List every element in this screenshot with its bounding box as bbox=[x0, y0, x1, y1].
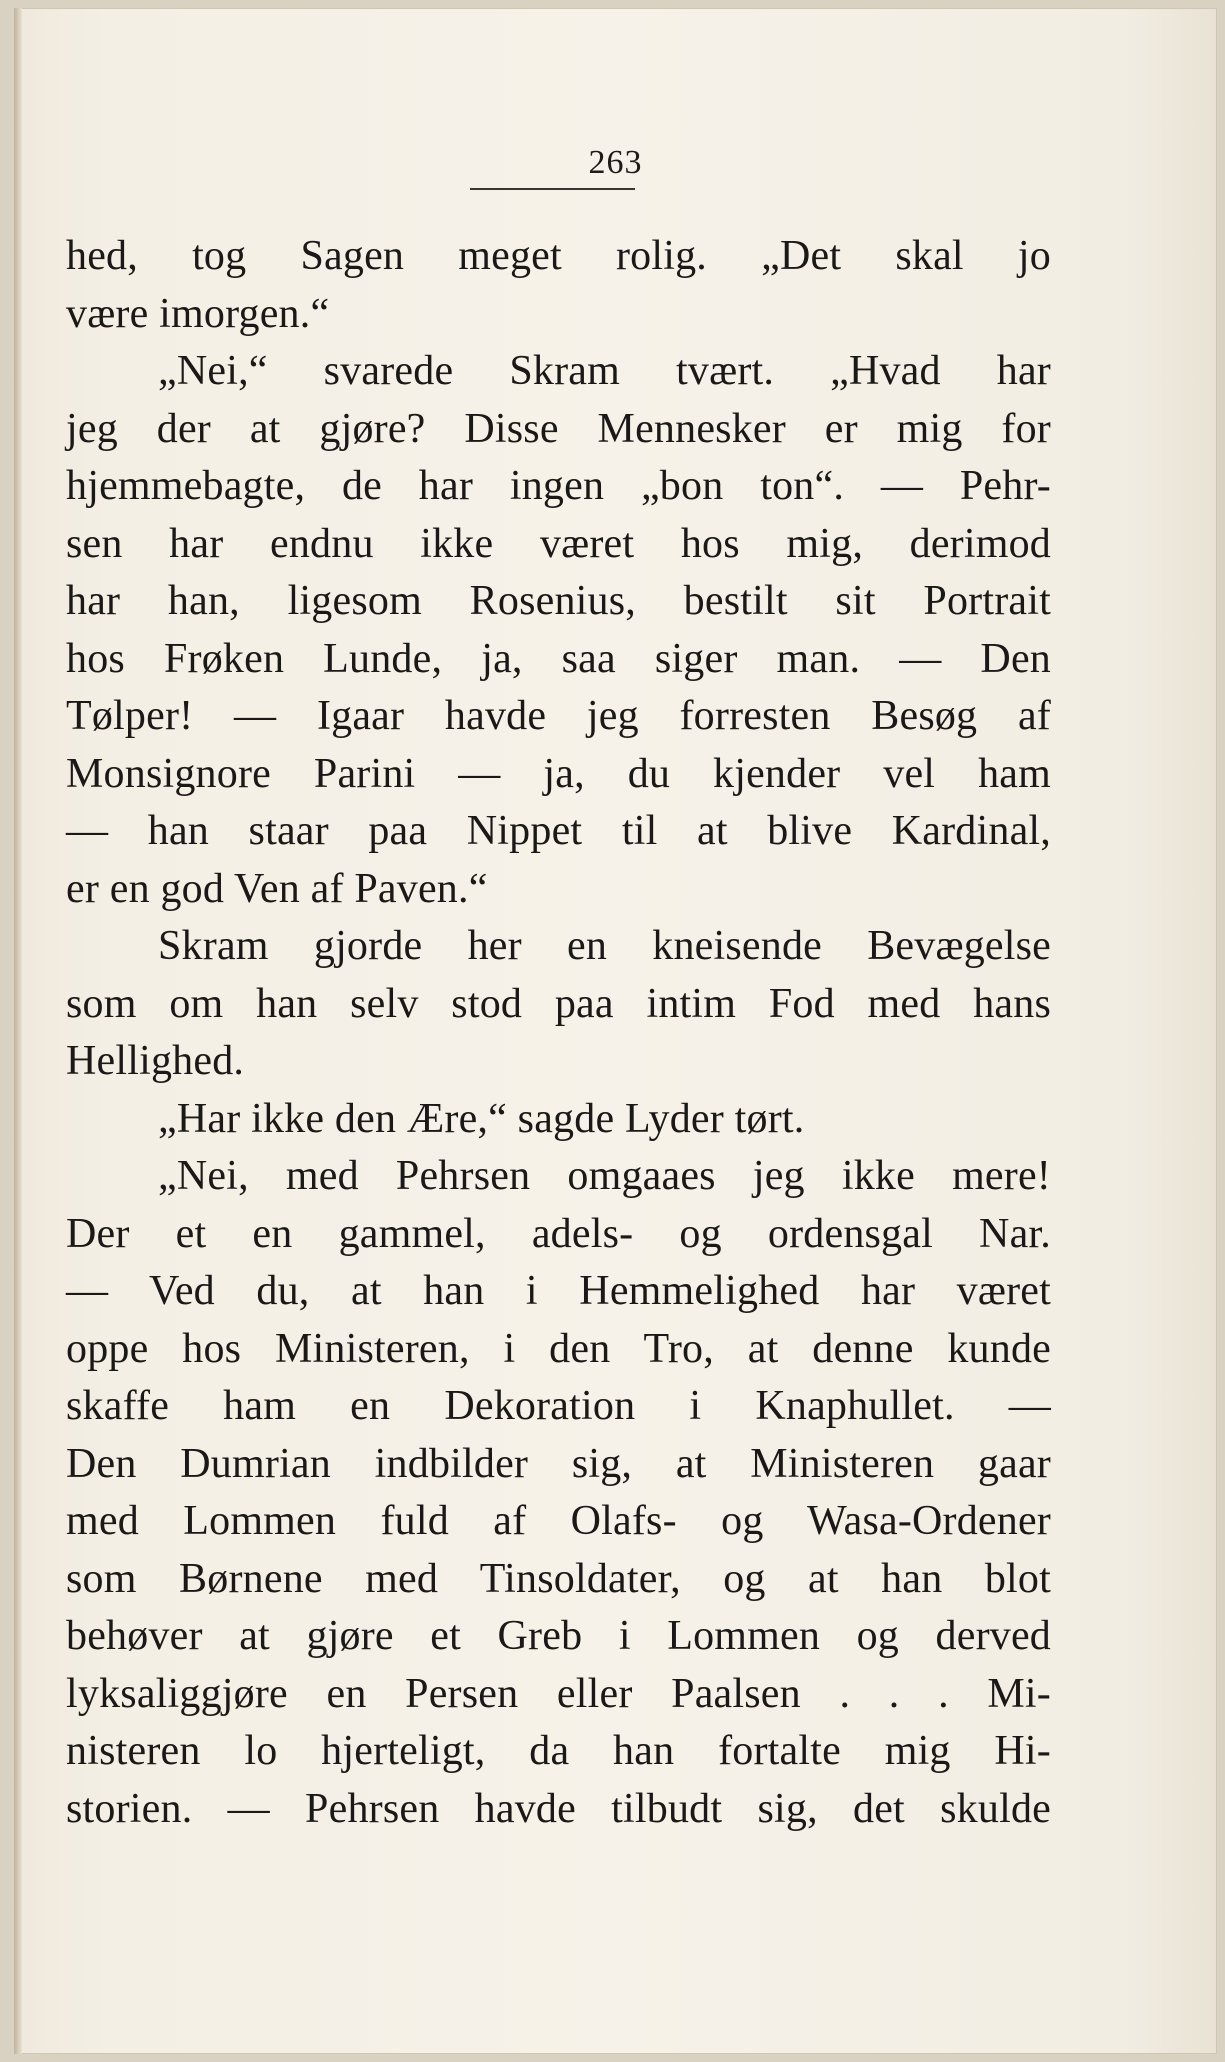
text-line: sen har endnu ikke været hos mig, derimod bbox=[66, 520, 1051, 567]
text-line: „Nei,“ svarede Skram tvært. „Hvad har bbox=[158, 348, 1051, 394]
text-line: jeg der at gjøre? Disse Mennesker er mig for bbox=[66, 405, 1051, 452]
text-line: — han staar paa Nippet til at blive Kardinal, bbox=[66, 808, 1051, 854]
text-line: behøver at gjøre et Greb i Lommen og derved bbox=[66, 1613, 1051, 1659]
text-line: skaffe ham en Dekoration i Knaphullet. — bbox=[66, 1383, 1051, 1429]
text-line: Monsignore Parini — ja, du kjender vel ham bbox=[66, 750, 1051, 797]
text-line: „Nei, med Pehrsen omgaaes jeg ikke mere! bbox=[158, 1153, 1051, 1199]
text-line: hos Frøken Lunde, ja, saa siger man. — Den bbox=[66, 635, 1051, 682]
text-line: Hellighed. bbox=[66, 1038, 245, 1084]
text-line: er en god Ven af Paven.“ bbox=[66, 865, 488, 912]
text-line: nisteren lo hjerteligt, da han fortalte mig Hi- bbox=[66, 1728, 1051, 1774]
text-line: Tølper! — Igaar havde jeg forresten Besøg af bbox=[66, 693, 1051, 739]
text-line: har han, ligesom Rosenius, bestilt sit Portrait bbox=[66, 578, 1051, 624]
text-line: hjemmebagte, de har ingen „bon ton“. — Pehr- bbox=[66, 463, 1051, 509]
text-line: som Børnene med Tinsoldater, og at han blot bbox=[66, 1555, 1051, 1602]
text-line: med Lommen fuld af Olafs- og Wasa-Ordener bbox=[66, 1498, 1051, 1544]
text-line: som om han selv stod paa intim Fod med hans bbox=[66, 980, 1051, 1027]
text-line: storien. — Pehrsen havde tilbudt sig, det skulde bbox=[66, 1785, 1051, 1832]
page-number-rule bbox=[470, 188, 635, 190]
text-line: „Har ikke den Ære,“ sagde Lyder tørt. bbox=[158, 1095, 805, 1142]
text-line: — Ved du, at han i Hemmelighed har været bbox=[66, 1268, 1051, 1314]
body-text bbox=[66, 228, 1051, 1838]
page-number: 263 bbox=[588, 144, 643, 181]
text-line: Der et en gammel, adels- og ordensgal Nar. bbox=[66, 1210, 1051, 1257]
text-line: hed, tog Sagen meget rolig. „Det skal jo bbox=[66, 233, 1051, 279]
book-page bbox=[14, 8, 1217, 2054]
text-line: være imorgen.“ bbox=[66, 290, 330, 337]
text-line: lyksaliggjøre en Persen eller Paalsen . . . Mi- bbox=[66, 1670, 1051, 1717]
text-line: oppe hos Ministeren, i den Tro, at denne kunde bbox=[66, 1325, 1051, 1372]
text-line: Den Dumrian indbilder sig, at Ministeren gaar bbox=[66, 1440, 1051, 1487]
text-line: Skram gjorde her en kneisende Bevægelse bbox=[158, 923, 1051, 969]
page-edge bbox=[14, 8, 22, 2054]
